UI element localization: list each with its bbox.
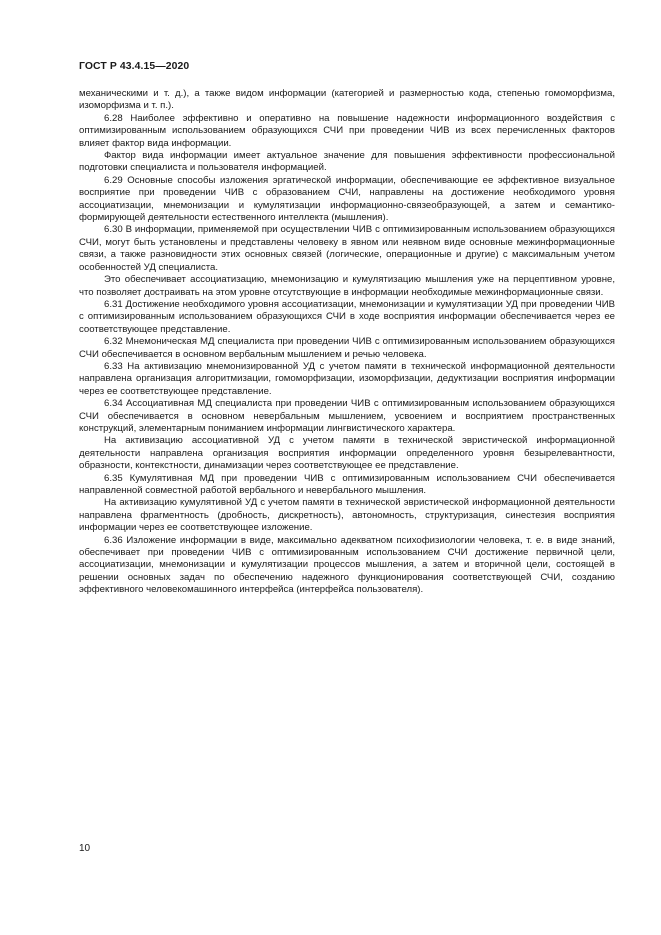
paragraph-6-34-note: На активизацию ассоциативной УД с учетом памяти в технической эвристической информационной деятельности направлена организация восприятия информации определенного уровня безырелевантности, образности, контекстности, динамизации через соответствующее ее представление. (79, 435, 615, 472)
page-number: 10 (79, 843, 91, 854)
paragraph-6-33: 6.33 На активизацию мнемонизированной УД с учетом памяти в технической информационной деятельности направлена организация алгоритмизации, гомоморфизации, изоморфизации, дедуктизации восприятия информации через ее соответствующее представление. (79, 360, 615, 397)
paragraph-6-30-note: Это обеспечивает ассоциатизацию, мнемонизацию и кумулятизацию мышления уже на перцептивном уровне, что позволяет достраивать на этом уровне отсутствующие в информации необходимые межинформационные связи. (79, 274, 615, 298)
paragraph-6-28-note: Фактор вида информации имеет актуальное значение для повышения эффективности профессиональной подготовки специалиста и пользователя информацией. (79, 150, 615, 174)
paragraph-6-32: 6.32 Мнемоническая МД специалиста при проведении ЧИВ с оптимизированным использованием образующихся СЧИ обеспечивается в основном вербальным мышлением и речью человека. (79, 336, 615, 360)
paragraph-6-31: 6.31 Достижение необходимого уровня ассоциатизации, мнемонизации и кумулятизации УД при проведении ЧИВ с оптимизированным использованием образующихся СЧИ в ходе восприятия информации обеспечивается через ее соответствующее представление. (79, 298, 615, 335)
paragraph-6-36: 6.36 Изложение информации в виде, максимально адекватном психофизиологии человека, т. е. в виде знаний, обеспечивает при проведении ЧИВ с оптимизированным использованием СЧИ достижение первичной цели, ассоциатизации, мнемонизации и кумулятизации процессов мышления, а затем и вторичной цели, состоящей в решении основных задач по обеспечению надежного функционирования соответствующей СЧИ, созданию эффективного человекомашинного интерфейса (интерфейса пользователя). (79, 534, 615, 596)
paragraph-6-30: 6.30 В информации, применяемой при осуществлении ЧИВ с оптимизированным использованием образующихся СЧИ, могут быть установлены и представлены человеку в явном или неявном виде основные межинформационные связи, а также разновидности этих основных связей (логические, операционные и другие) с максимальным учетом особенностей УД специалиста. (79, 224, 615, 273)
paragraph-6-35-note: На активизацию кумулятивной УД с учетом памяти в технической эвристической информационной деятельности направлена фрагментность (дробность, дискретность), автономность, структуризация, синестезия восприятия информации через ее соответствующее изложение. (79, 497, 615, 534)
document-header: ГОСТ Р 43.4.15—2020 (79, 61, 190, 72)
paragraph-6-29: 6.29 Основные способы изложения эргатической информации, обеспечивающие ее эффективное визуальное восприятие при проведении ЧИВ с образованием СЧИ, направлены на достижение необходимого уровня ассоциатизации, мнемонизации и кумулятизации информационно-связеобразующей, а затем и семантико-формирующей деятельности естественного интеллекта (мышления). (79, 174, 615, 224)
document-body (79, 88, 615, 597)
paragraph-6-35: 6.35 Кумулятивная МД при проведении ЧИВ с оптимизированным использованием СЧИ обеспечивается направленной совместной работой вербального и невербального мышления. (79, 472, 615, 496)
paragraph-continuation: механическими и т. д.), а также видом информации (категорией и размерностью кода, степенью гомоморфизма, изоморфизма и т. п.). (79, 88, 615, 112)
paragraph-6-28: 6.28 Наиболее эффективно и оперативно на повышение надежности информационного воздействия с оптимизированным использованием образующихся СЧИ при проведении ЧИВ из всех перечисленных факторов влияет фактор вида информации. (79, 112, 615, 149)
paragraph-6-34: 6.34 Ассоциативная МД специалиста при проведении ЧИВ с оптимизированным использованием образующихся СЧИ обеспечивается в основном невербальным мышлением, усвоением и восприятием пространственных конструкций, элементарным пониманием информации лингвистического характера. (79, 398, 615, 434)
